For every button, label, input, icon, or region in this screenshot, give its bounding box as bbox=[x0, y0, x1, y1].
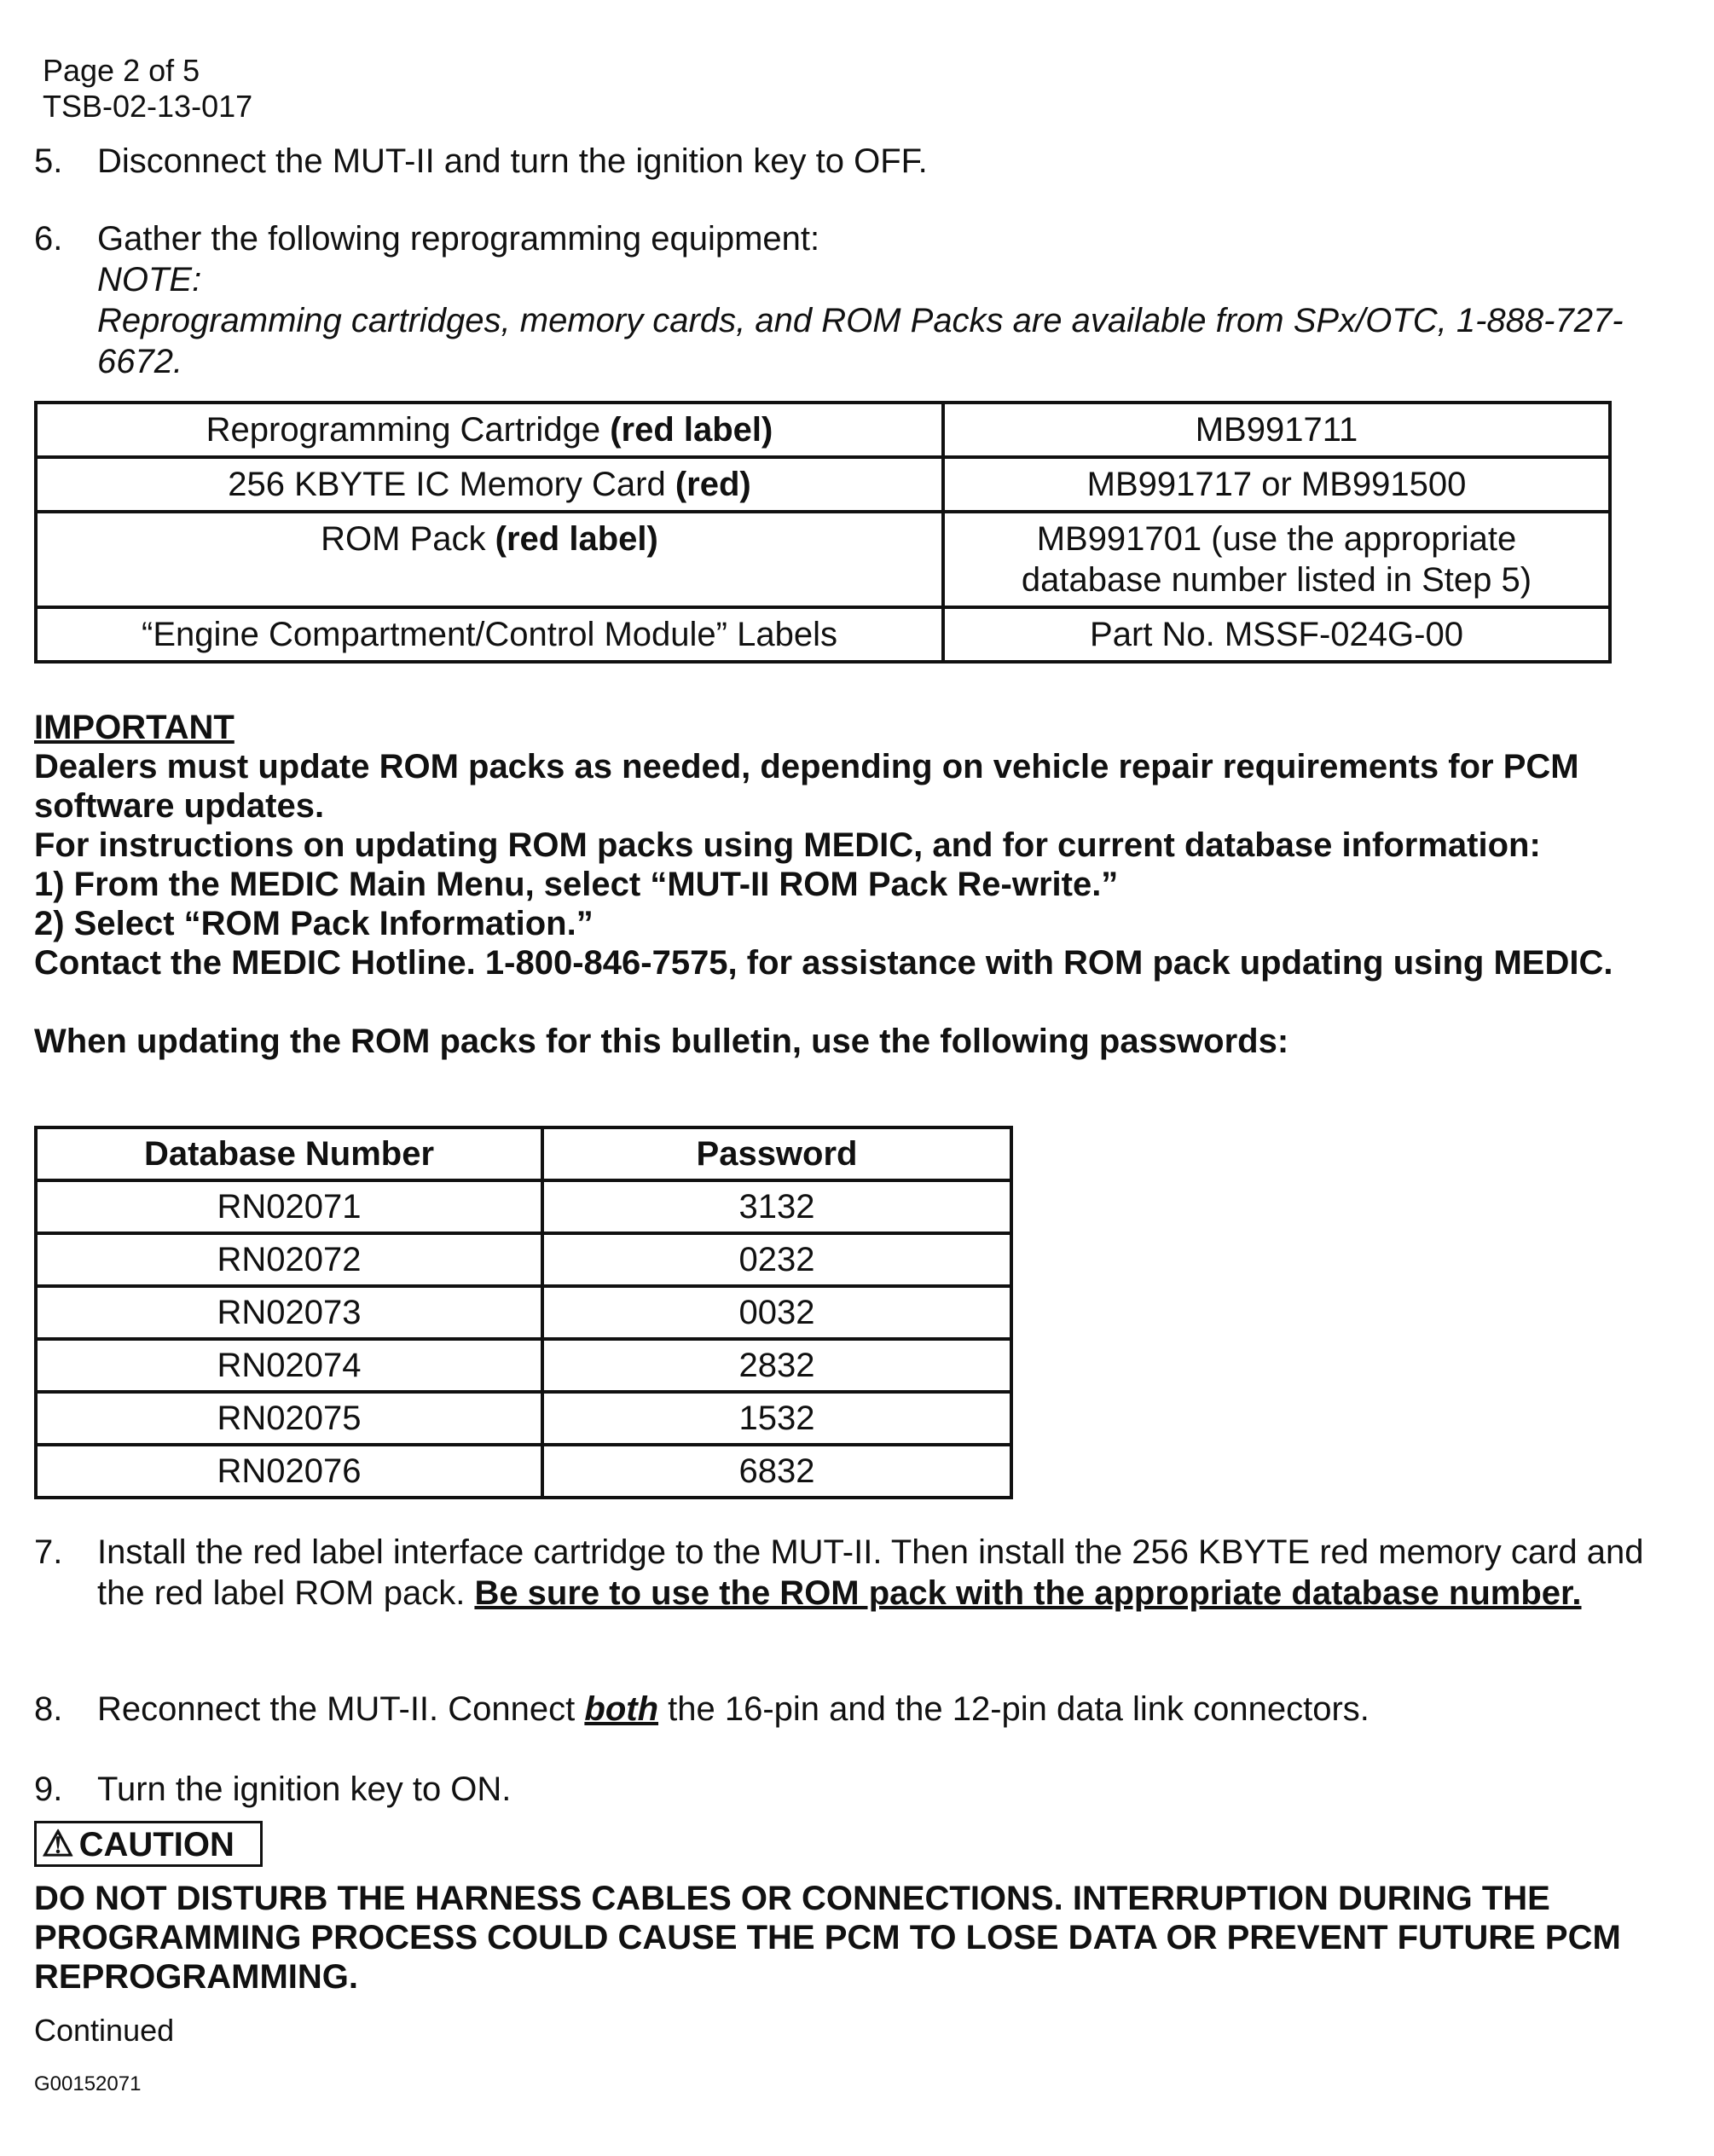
equipment-item: 256 KBYTE IC Memory Card (red) bbox=[36, 457, 943, 512]
table-row bbox=[36, 1339, 1011, 1392]
password: 6832 bbox=[542, 1445, 1011, 1498]
step-9 bbox=[34, 1769, 1680, 1810]
important-line: Dealers must update ROM packs as needed, depending on vehicle repair requirements for PCM software updates. bbox=[34, 748, 1579, 825]
table-row bbox=[36, 1233, 1011, 1286]
password: 1532 bbox=[542, 1392, 1011, 1445]
important-line: Contact the MEDIC Hotline. 1-800-846-7575, for assistance with ROM pack updating using MEDIC. bbox=[34, 944, 1613, 982]
database-number: RN02073 bbox=[36, 1286, 542, 1339]
continued-label: Continued bbox=[34, 2013, 175, 2048]
step-text: Disconnect the MUT-II and turn the ignition key to OFF. bbox=[97, 142, 928, 180]
password: 3132 bbox=[542, 1180, 1011, 1233]
step-5 bbox=[34, 141, 1680, 182]
database-number: RN02075 bbox=[36, 1392, 542, 1445]
equipment-item: ROM Pack (red label) bbox=[36, 512, 943, 607]
table-row bbox=[36, 1392, 1011, 1445]
step-number: 6. bbox=[34, 220, 63, 258]
step-text: Turn the ignition key to ON. bbox=[97, 1771, 512, 1808]
part-number: Part No. MSSF-024G-00 bbox=[943, 607, 1610, 662]
database-number: RN02071 bbox=[36, 1180, 542, 1233]
table-row bbox=[36, 403, 1610, 457]
bulletin-number: TSB-02-13-017 bbox=[43, 89, 253, 124]
database-number: RN02076 bbox=[36, 1445, 542, 1498]
step-6 bbox=[34, 218, 1680, 382]
footer-code: G00152071 bbox=[34, 2072, 142, 2095]
password: 0032 bbox=[542, 1286, 1011, 1339]
step-number: 9. bbox=[34, 1771, 63, 1808]
step-text: Reconnect the MUT-II. Connect both the 16-pin and the 12-pin data link connectors. bbox=[97, 1690, 1369, 1728]
table-row bbox=[36, 457, 1610, 512]
database-number: RN02072 bbox=[36, 1233, 542, 1286]
important-line: For instructions on updating ROM packs using MEDIC, and for current database information: bbox=[34, 826, 1541, 864]
step-text: Gather the following reprogramming equipment: bbox=[97, 220, 820, 258]
password-table bbox=[34, 1126, 1013, 1499]
warning-triangle-icon: ⚠ bbox=[42, 1823, 74, 1863]
step-7 bbox=[34, 1532, 1680, 1614]
database-number: RN02074 bbox=[36, 1339, 542, 1392]
important-notice bbox=[34, 708, 1697, 1061]
caution-label: ⚠ CAUTION bbox=[34, 1821, 263, 1867]
step-number: 5. bbox=[34, 142, 63, 180]
note-text: Reprogramming cartridges, memory cards, and ROM Packs are available from SPx/OTC, 1-888-727-6672. bbox=[97, 302, 1624, 380]
step-emphasis: both bbox=[584, 1690, 659, 1728]
equipment-item: Reprogramming Cartridge (red label) bbox=[36, 403, 943, 457]
passwords-intro: When updating the ROM packs for this bulletin, use the following passwords: bbox=[34, 1023, 1289, 1060]
table-row bbox=[36, 512, 1610, 607]
page-number: Page 2 of 5 bbox=[43, 53, 200, 88]
note-label: NOTE: bbox=[97, 261, 202, 298]
caution-text: DO NOT DISTURB THE HARNESS CABLES OR CONNECTIONS. INTERRUPTION DURING THE PROGRAMMING PROCESS COULD CAUSE THE PCM TO LOSE DATA OR PREVENT FUTURE PCM REPROGRAMMING. bbox=[34, 1880, 1621, 1996]
password: 0232 bbox=[542, 1233, 1011, 1286]
part-number: MB991701 (use the appropriate database number listed in Step 5) bbox=[943, 512, 1610, 607]
table-row bbox=[36, 1445, 1011, 1498]
column-header: Password bbox=[542, 1127, 1011, 1180]
column-header: Database Number bbox=[36, 1127, 542, 1180]
part-number: MB991711 bbox=[943, 403, 1610, 457]
table-row bbox=[36, 1180, 1011, 1233]
step-number: 8. bbox=[34, 1690, 63, 1728]
equipment-table bbox=[34, 401, 1612, 664]
page-header bbox=[43, 53, 252, 125]
equipment-item: “Engine Compartment/Control Module” Labels bbox=[36, 607, 943, 662]
part-number: MB991717 or MB991500 bbox=[943, 457, 1610, 512]
password: 2832 bbox=[542, 1339, 1011, 1392]
step-text: Install the red label interface cartridge to the MUT-II. Then install the 256 KBYTE red memory card and the red label ROM pack. Be sure to use the ROM pack with the appropriate database number. bbox=[97, 1533, 1644, 1612]
table-header-row bbox=[36, 1127, 1011, 1180]
table-row bbox=[36, 1286, 1011, 1339]
important-title: IMPORTANT bbox=[34, 709, 235, 746]
step-emphasis: Be sure to use the ROM pack with the appropriate database number. bbox=[474, 1574, 1582, 1612]
important-line: 2) Select “ROM Pack Information.” bbox=[34, 905, 594, 942]
important-line: 1) From the MEDIC Main Menu, select “MUT-II ROM Pack Re-write.” bbox=[34, 866, 1119, 903]
step-number: 7. bbox=[34, 1533, 63, 1571]
table-row bbox=[36, 607, 1610, 662]
step-8 bbox=[34, 1689, 1680, 1730]
